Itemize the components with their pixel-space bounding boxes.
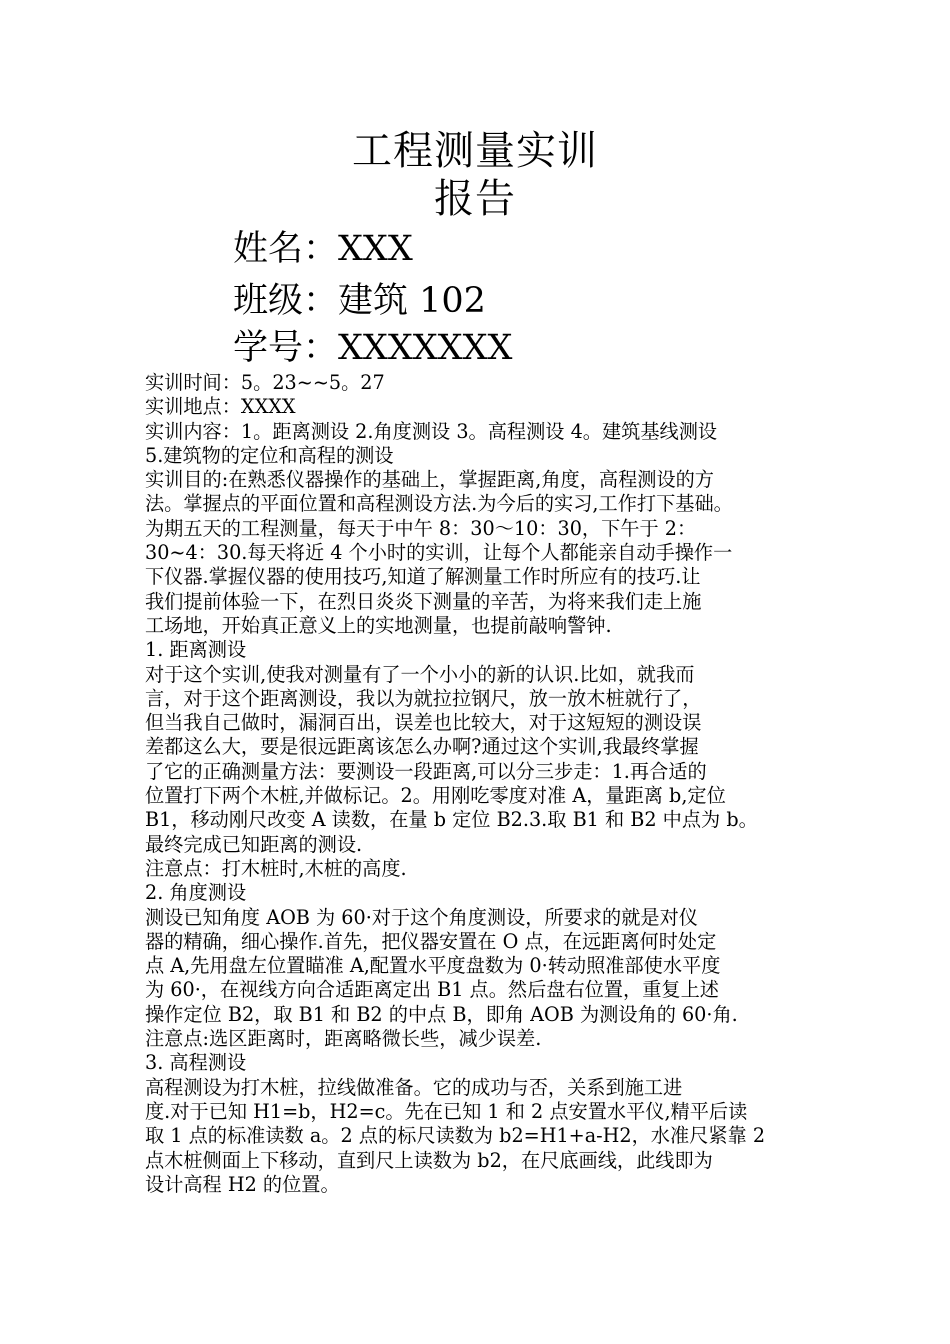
text-line: 点 A,先用盘左位置瞄准 A,配置水平度盘数为 0·转动照准部使水平度 (145, 954, 721, 978)
text-line: 为 60·，在视线方向合适距离定出 B1 点。然后盘右位置，重复上述 (145, 978, 719, 1002)
text-line: 5.建筑物的定位和高程的测设 (145, 443, 394, 467)
text-line: 工场地，开始真正意义上的实地测量，也提前敲响警钟. (145, 613, 612, 637)
section-heading: 2. 角度测设 (145, 881, 247, 905)
text-line: 差都这么大，要是很远距离该怎么办啊?通过这个实训,我最终掌握 (145, 735, 699, 759)
student-name: 姓名：XXX (233, 229, 413, 269)
text-line: 点木桩侧面上下移动，直到尺上读数为 b2，在尺底画线，此线即为 (145, 1148, 713, 1172)
text-line: 实训时间：5。23~~5。27 (145, 371, 385, 394)
text-line: 下仪器.掌握仪器的使用技巧,知道了解测量工作时所应有的技巧.让 (145, 565, 701, 589)
text-line: 实训内容：1。距离测设 2.角度测设 3。高程测设 4。建筑基线测设 (145, 419, 718, 443)
student-id: 学号：XXXXXXX (233, 328, 513, 368)
text-line: 实训地点：XXXX (145, 395, 296, 419)
student-class: 班级：建筑 102 (233, 281, 486, 321)
text-line: 对于这个实训,使我对测量有了一个小小的新的认识.比如，就我而 (145, 662, 695, 686)
text-line: 高程测设为打木桩，拉线做准备。它的成功与否，关系到施工进 (145, 1075, 683, 1099)
note-line: 注意点:选区距离时，距离略微长些，减少误差. (145, 1027, 542, 1051)
text-line: 取 1 点的标准读数 a。2 点的标尺读数为 b2=H1+a-H2，水准尺紧靠 2 (145, 1124, 766, 1148)
section-heading: 3. 高程测设 (145, 1051, 247, 1075)
text-line: 言，对于这个距离测设，我以为就拉拉钢尺，放一放木桩就行了， (145, 686, 702, 710)
text-line: 但当我自己做时，漏洞百出，误差也比较大，对于这短短的测设误 (145, 711, 702, 735)
text-line: 法。掌握点的平面位置和高程测设方法.为今后的实习,工作打下基础。 (145, 492, 733, 516)
report-title-line-2: 报告 (434, 176, 516, 222)
text-line: 位置打下两个木桩,并做标记。2。用刚吃零度对准 A，量距离 b,定位 (145, 784, 726, 808)
section-heading: 1. 距离测设 (145, 638, 247, 662)
text-line: 实训目的:在熟悉仪器操作的基础上，掌握距离,角度，高程测设的方 (145, 468, 714, 492)
text-line: 我们提前体验一下，在烈日炎炎下测量的辛苦，为将来我们走上施 (145, 589, 702, 613)
text-line: 度.对于已知 H1=b，H2=c。先在已知 1 和 2 点安置水平仪,精平后读 (145, 1099, 748, 1123)
text-line: 最终完成已知距离的测设. (145, 832, 363, 856)
text-line: B1，移动刚尺改变 A 读数，在量 b 定位 B2.3.取 B1 和 B2 中点为 b。 (145, 808, 758, 832)
text-line: 为期五天的工程测量，每天于中午 8：30～10：30，下午于 2： (145, 516, 697, 540)
note-line: 注意点：打木桩时,木桩的高度. (145, 856, 407, 880)
report-body (145, 371, 815, 1197)
report-title-line-1: 工程测量实训 (352, 128, 598, 174)
text-line: 测设已知角度 AOB 为 60·对于这个角度测设，所要求的就是对仪 (145, 905, 698, 929)
text-line: 30~4：30.每天将近 4 个小时的实训，让每个人都能亲自动手操作一 (145, 541, 733, 565)
text-line: 器的精确，细心操作.首先，把仪器安置在 O 点，在远距离何时处定 (145, 929, 717, 953)
text-line: 操作定位 B2，取 B1 和 B2 的中点 B，即角 AOB 为测设角的 60·角. (145, 1002, 738, 1026)
text-line: 了它的正确测量方法：要测设一段距离,可以分三步走：1.再合适的 (145, 759, 707, 783)
text-line: 设计高程 H2 的位置。 (145, 1172, 340, 1196)
